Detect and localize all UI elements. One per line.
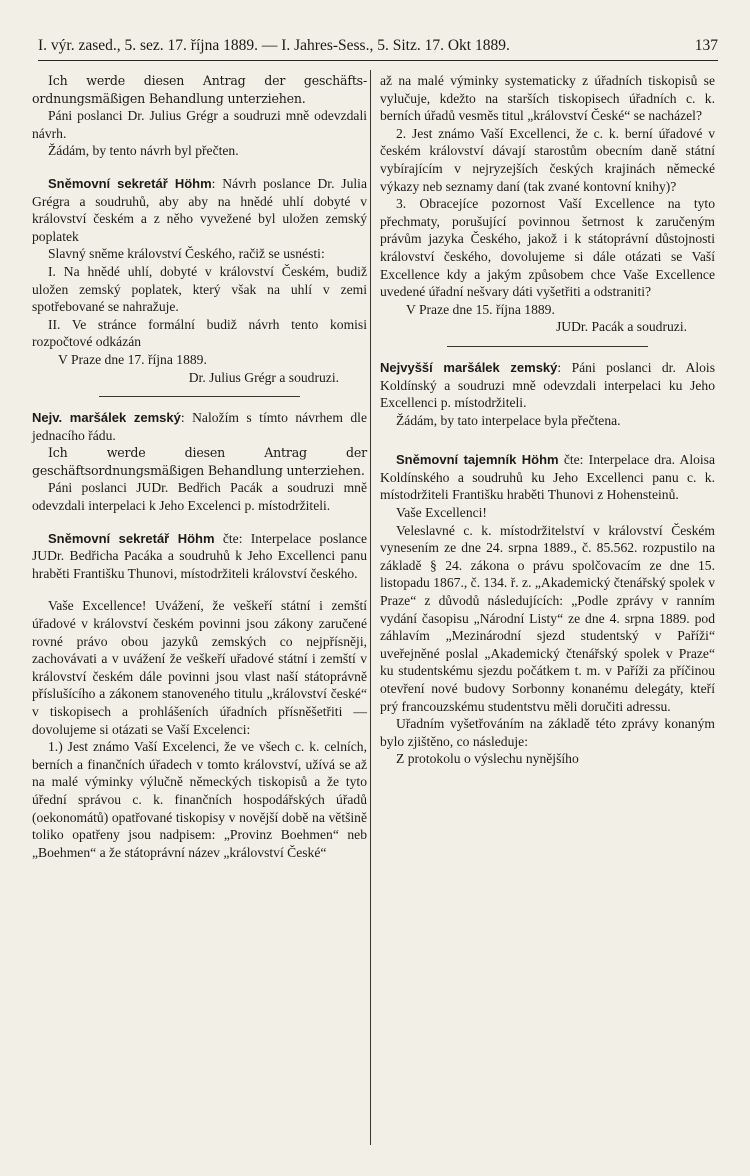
paragraph-text: 2. Jest známo Vaší Excellenci, že c. k. berní úřadové v českém království dávají starostům obecním daně státní vybírajícím v nejryzejších českých krajinách německé výkazy neb seznamy daní (tak zvané kontovní knihy)? xyxy=(380,125,715,194)
page-number: 137 xyxy=(694,37,718,54)
paragraph xyxy=(380,72,715,125)
paragraph xyxy=(380,750,715,768)
paragraph xyxy=(380,125,715,195)
paragraph-text: Vaše Excellence! Uvážení, že veškeří státní i zemští úřadové v království českém povinni jsou zákony zaručené rovné právo obou jazyků zemských co nejpřísněji, zachovávati a v uvážení že veškeří uřadové státní i zemští v království českém dále povinni jsou vlast naší státoprávně příslušícího a zákonem stanoveného titulu „království české“ v tiskopisech a prohlášeních úřadních přísněšetřiti — dovolujeme si otázati se Vaší Excelenci: xyxy=(32,598,367,737)
paragraph xyxy=(32,479,367,514)
paragraph-text: Uřadním vyšetřováním na základě této zprávy konaným bylo zjištěno, co následuje: xyxy=(380,716,715,749)
paragraph xyxy=(32,72,367,107)
spacer xyxy=(32,515,367,530)
paragraph-text: Z protokolu o výslechu nynějšího xyxy=(396,751,579,767)
paragraph xyxy=(32,530,367,583)
paragraph xyxy=(32,351,367,369)
paragraph xyxy=(32,409,367,444)
paragraph xyxy=(380,195,715,301)
section-divider xyxy=(447,346,648,347)
paragraph-text: I. Na hnědé uhlí, dobyté v království Českém, budiž uložen zemský poplatek, který však na uhlí v zemi spotřebované se nahražuje. xyxy=(32,263,367,315)
paragraph-text: Dr. Julius Grégr a soudruzi. xyxy=(188,369,339,385)
paragraph-text: JUDr. Pacák a soudruzi. xyxy=(556,319,687,335)
paragraph-text: Žádám, by tento návrh byl přečten. xyxy=(48,143,239,159)
paragraph-text: Páni poslanci JUDr. Bedřich Pacák a soudruzi mně odevzdali interpelaci k Jeho Excelenci p. místodržiteli. xyxy=(32,480,367,514)
paragraph xyxy=(32,142,367,160)
paragraph-text: 1.) Jest známo Vaší Excelenci, že ve všech c. k. celních, berních a finančních úřadech v tomto království, užívá se až na malé výminky výlučně německých tiskopisů a že tyto úřední správou c. k. finančních hospodářských úřadů (oekonomátů) opatřované tiskopisy v novější době na většině toliko opatřeny jsou nadpisem: „Provinz Boehmen“ neb „Boehmen“ a že státoprávní název „království České“ xyxy=(32,739,367,860)
left-column xyxy=(32,72,367,861)
paragraph xyxy=(32,597,367,738)
paragraph-text: : Návrh poslance Dr. Julia Grégra a soudruhů, aby aby na hnědé uhlí dobyté v království českém a z něho vyvežené byl uložen zemský poplatek xyxy=(32,175,367,244)
paragraph-text: 3. Obracejíce pozornost Vaší Excellence na tyto přechmaty, porušující povinnou šetrnost k zaručeným právům jazyka Českého, jakož i k státoprávní důstojnosti království českého, dovolujeme si dále otázati se Vaší Excellence kdy a jakým způsobem chce Vaše Excellence uvedené úřadní nešvary dáti vyšetřiti a odstraniti? xyxy=(380,196,715,300)
spacer xyxy=(32,160,367,175)
right-column xyxy=(380,72,715,768)
header-rule xyxy=(38,60,718,61)
paragraph xyxy=(32,369,367,387)
paragraph-text: Žádám, by tato interpelace byla přečtena. xyxy=(396,412,621,428)
section-divider xyxy=(99,396,300,397)
paragraph-text: Ich werde diesen Antrag der geschäfts-ordnungsmäßigen Behandlung unterziehen. xyxy=(32,73,367,106)
paragraph-text: Veleslavné c. k. místodržitelství v království Českém vynesením ze dne 24. srpna 1889., č. 85.562. rozpustilo na základě § 24. zákona o právu spolčovacím ze dne 15. listopadu 1867., č. 134. ř. z. „Akademický čtenářský spolek v Praze“ z důvodů následujících: „Podle zprávy v ranním vydání časopisu „Národní Listy“ ze dne 4. srpna 1889. pod záhlavím „Mezinárodní sjezd studentský v Paříži“ uveřejněné poslal „Akademický čtenářský spolek v Praze“ ku studentskému sjezdu počátkem t. m. v Paříži za příčinou otevření nové budovy Sorbonny konanému delegáty, kteří prý francouzskému studentstvu měli doručiti adressu. xyxy=(380,522,715,714)
paragraph xyxy=(380,412,715,430)
speaker-name: Nejv. maršálek zemský xyxy=(32,410,181,426)
paragraph xyxy=(32,263,367,316)
paragraph xyxy=(380,451,715,504)
paragraph-text: Ich werde diesen Antrag der geschäftsordnungsmäßigen Behandlung unterziehen. xyxy=(32,445,367,478)
page-header xyxy=(38,36,718,56)
paragraph xyxy=(32,245,367,263)
paragraph xyxy=(32,444,367,479)
paragraph-text: II. Ve stránce formální budiž návrh tento komisi rozpočtové odkázán xyxy=(32,316,367,350)
paragraph-text: Vaše Excellenci! xyxy=(396,505,487,521)
paragraph xyxy=(32,107,367,142)
speaker-name: Sněmovní sekretář Höhm xyxy=(48,530,215,546)
paragraph-text: čte: Interpelace poslance JUDr. Bedřicha Pacáka a soudruhů k Jeho Excellenci panu hraběti Františku Thunovi, místodržiteli království českého. xyxy=(32,530,367,581)
paragraph-text: Slavný sněme království Českého, račiž se usnésti: xyxy=(48,246,325,262)
paragraph xyxy=(32,316,367,351)
paragraph-text: až na malé výminky systematicky z úřadních tiskopisů se vylučuje, kdežto na starších tiskopisech úřadních c. k. berních úřadů vesměs titul „království České“ se nacházel? xyxy=(380,73,715,124)
paragraph xyxy=(380,715,715,750)
paragraph-text: : Páni poslanci dr. Alois Koldínský a soudruzi mně odevzdali interpelaci ku Jeho Excellenci p. místodržiteli. xyxy=(380,359,715,411)
paragraph-text: : Naložím s tímto návrhem dle jednacího řádu. xyxy=(32,410,367,443)
speaker-name: Nejvyšší maršálek zemský xyxy=(380,359,558,375)
paragraph-text: V Praze dne 15. října 1889. xyxy=(406,301,555,317)
paragraph xyxy=(380,504,715,522)
spacer xyxy=(32,582,367,597)
paragraph xyxy=(32,175,367,245)
paragraph xyxy=(380,522,715,716)
spacer xyxy=(380,429,715,451)
paragraph xyxy=(380,318,715,336)
paragraph-text: Páni poslanci Dr. Julius Grégr a soudruzi mně odevzdali návrh. xyxy=(32,108,367,141)
paragraph-text: V Praze dne 17. října 1889. xyxy=(58,351,207,367)
paragraph-text: čte: Interpelace dra. Aloisa Koldínského a soudruhů ku Jeho Excellenci panu c. k. místodržiteli Františku hraběti Thunovi z Hohensteinů. xyxy=(380,452,715,503)
paragraph xyxy=(32,738,367,861)
paragraph xyxy=(380,301,715,319)
speaker-name: Sněmovní sekretář Höhm xyxy=(48,175,212,191)
speaker-name: Sněmovní tajemník Höhm xyxy=(396,452,559,468)
column-divider xyxy=(370,70,371,1145)
header-text: I. výr. zased., 5. sez. 17. října 1889. — I. Jahres-Sess., 5. Sitz. 17. Okt 1889. xyxy=(38,37,510,54)
paragraph xyxy=(380,359,715,412)
